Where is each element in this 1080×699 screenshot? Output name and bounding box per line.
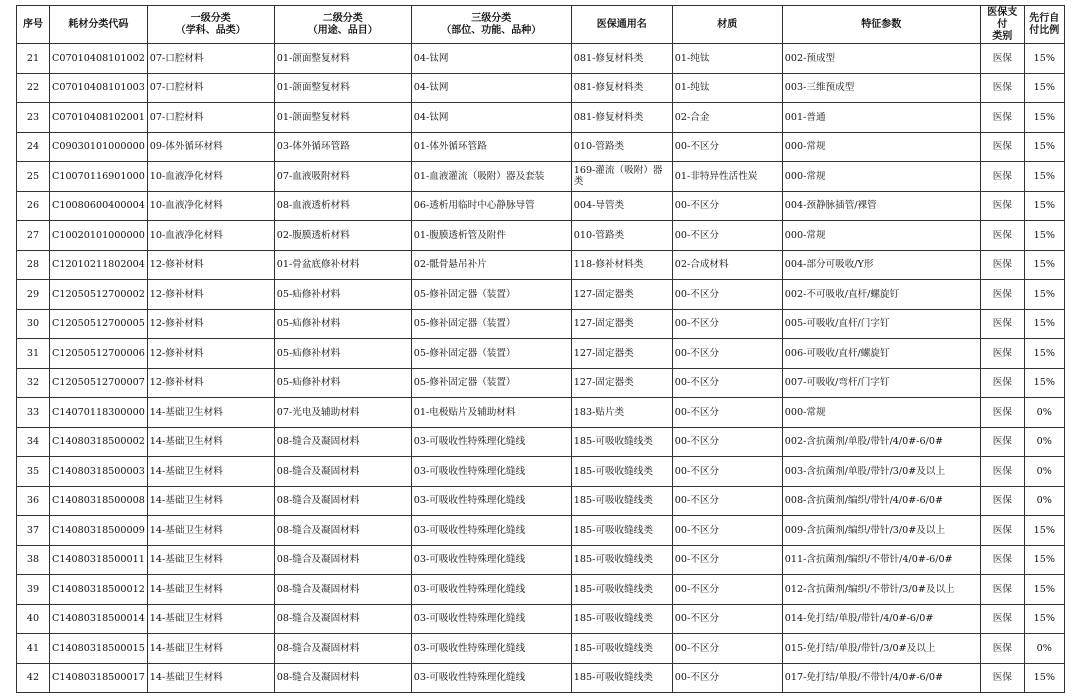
cell-code: C10070116901000 — [50, 162, 148, 192]
cell-feature: 000-常规 — [782, 221, 980, 251]
cell-level2: 08-缝合及凝固材料 — [274, 427, 411, 457]
table-row — [17, 516, 1065, 546]
cell-generic-name: 081-修复材料类 — [571, 73, 672, 103]
cell-feature: 002-含抗菌剂/单股/带针/4/0#-6/0# — [782, 427, 980, 457]
cell-payment-category: 医保 — [980, 604, 1024, 634]
cell-copay-ratio: 15% — [1024, 250, 1064, 280]
cell-level3: 05-修补固定器（装置） — [411, 280, 571, 310]
header-material — [672, 6, 782, 44]
cell-level3: 01-腹膜透析管及附件 — [411, 221, 571, 251]
cell-level2: 05-疝修补材料 — [274, 368, 411, 398]
cell-serial-no: 29 — [17, 280, 50, 310]
cell-serial-no: 28 — [17, 250, 50, 280]
cell-payment-category: 医保 — [980, 250, 1024, 280]
cell-level1: 14-基础卫生材料 — [147, 427, 274, 457]
cell-level1: 14-基础卫生材料 — [147, 545, 274, 575]
cell-copay-ratio: 15% — [1024, 339, 1064, 369]
cell-copay-ratio: 15% — [1024, 575, 1064, 605]
table-row — [17, 280, 1065, 310]
cell-generic-name: 185-可吸收缝线类 — [571, 457, 672, 487]
cell-feature: 003-三维预成型 — [782, 73, 980, 103]
cell-serial-no: 33 — [17, 398, 50, 428]
table-row — [17, 309, 1065, 339]
cell-payment-category: 医保 — [980, 427, 1024, 457]
cell-payment-category: 医保 — [980, 44, 1024, 74]
cell-code: C14080318500015 — [50, 634, 148, 664]
table-row — [17, 44, 1065, 74]
consumables-table — [16, 5, 1065, 693]
cell-level2: 08-血液透析材料 — [274, 191, 411, 221]
cell-serial-no: 23 — [17, 103, 50, 133]
table-row — [17, 634, 1065, 664]
cell-copay-ratio: 15% — [1024, 545, 1064, 575]
cell-serial-no: 35 — [17, 457, 50, 487]
cell-generic-name: 185-可吸收缝线类 — [571, 427, 672, 457]
cell-generic-name: 081-修复材料类 — [571, 44, 672, 74]
cell-level3: 03-可吸收性特殊理化缝线 — [411, 575, 571, 605]
cell-level2: 03-体外循环管路 — [274, 132, 411, 162]
header-serial-no — [17, 6, 50, 44]
table-row — [17, 663, 1065, 693]
cell-level1: 12-修补材料 — [147, 250, 274, 280]
cell-material: 02-合金 — [672, 103, 782, 133]
cell-serial-no: 31 — [17, 339, 50, 369]
header-copay-ratio — [1024, 6, 1064, 44]
cell-feature: 001-普通 — [782, 103, 980, 133]
cell-generic-name: 127-固定器类 — [571, 368, 672, 398]
cell-level3: 01-血液灌流（吸附）器及套装 — [411, 162, 571, 192]
cell-serial-no: 24 — [17, 132, 50, 162]
cell-copay-ratio: 0% — [1024, 457, 1064, 487]
cell-code: C14070118300000 — [50, 398, 148, 428]
cell-payment-category: 医保 — [980, 516, 1024, 546]
cell-material: 00-不区分 — [672, 427, 782, 457]
cell-material: 00-不区分 — [672, 368, 782, 398]
cell-code: C12010211802004 — [50, 250, 148, 280]
header-feature-label: 特征参数 — [861, 18, 902, 30]
table-header — [17, 6, 1065, 44]
cell-level2: 07-光电及辅助材料 — [274, 398, 411, 428]
cell-serial-no: 40 — [17, 604, 50, 634]
header-copay-ratio-label-b: 付比例 — [1029, 24, 1060, 36]
header-generic-name-label: 医保通用名 — [596, 18, 647, 30]
cell-generic-name: 185-可吸收缝线类 — [571, 663, 672, 693]
cell-material: 00-不区分 — [672, 486, 782, 516]
cell-level3: 03-可吸收性特殊理化缝线 — [411, 604, 571, 634]
cell-feature: 007-可吸收/弯杆/门字钉 — [782, 368, 980, 398]
header-copay-ratio-label-a: 先行自 — [1029, 12, 1060, 24]
cell-copay-ratio: 15% — [1024, 221, 1064, 251]
cell-level1: 10-血液净化材料 — [147, 191, 274, 221]
cell-payment-category: 医保 — [980, 73, 1024, 103]
cell-payment-category: 医保 — [980, 162, 1024, 192]
cell-generic-name: 127-固定器类 — [571, 339, 672, 369]
cell-serial-no: 34 — [17, 427, 50, 457]
cell-copay-ratio: 15% — [1024, 280, 1064, 310]
table-row — [17, 398, 1065, 428]
cell-serial-no: 42 — [17, 663, 50, 693]
table-row — [17, 103, 1065, 133]
cell-code: C12050512700002 — [50, 280, 148, 310]
cell-level1: 10-血液净化材料 — [147, 162, 274, 192]
cell-copay-ratio: 0% — [1024, 486, 1064, 516]
cell-level2: 08-缝合及凝固材料 — [274, 634, 411, 664]
cell-level1: 07-口腔材料 — [147, 103, 274, 133]
cell-feature: 015-免打结/单股/带针/3/0#及以上 — [782, 634, 980, 664]
table-row — [17, 250, 1065, 280]
header-level3 — [411, 6, 571, 44]
cell-level3: 04-钛网 — [411, 103, 571, 133]
cell-code: C07010408101003 — [50, 73, 148, 103]
cell-feature: 012-含抗菌剂/编织/不带针/3/0#及以上 — [782, 575, 980, 605]
cell-level3: 01-电极贴片及辅助材料 — [411, 398, 571, 428]
cell-level2: 01-骨盆底修补材料 — [274, 250, 411, 280]
cell-serial-no: 22 — [17, 73, 50, 103]
cell-payment-category: 医保 — [980, 457, 1024, 487]
cell-feature: 017-免打结/单股/不带针/4/0#-6/0# — [782, 663, 980, 693]
cell-level2: 08-缝合及凝固材料 — [274, 575, 411, 605]
cell-code: C14080318500012 — [50, 575, 148, 605]
table-row — [17, 132, 1065, 162]
cell-level2: 07-血液吸附材料 — [274, 162, 411, 192]
cell-feature: 009-含抗菌剂/编织/带针/3/0#及以上 — [782, 516, 980, 546]
table-row — [17, 339, 1065, 369]
consumables-table-sheet — [16, 5, 1065, 693]
cell-copay-ratio: 15% — [1024, 73, 1064, 103]
cell-copay-ratio: 15% — [1024, 368, 1064, 398]
cell-feature: 004-颈静脉插管/裸管 — [782, 191, 980, 221]
cell-payment-category: 医保 — [980, 398, 1024, 428]
cell-level2: 01-颌面整复材料 — [274, 103, 411, 133]
header-level1 — [147, 6, 274, 44]
cell-level3: 04-钛网 — [411, 73, 571, 103]
cell-material: 00-不区分 — [672, 516, 782, 546]
cell-feature: 002-预成型 — [782, 44, 980, 74]
cell-level2: 01-颌面整复材料 — [274, 73, 411, 103]
table-row — [17, 162, 1065, 192]
cell-feature: 000-常规 — [782, 398, 980, 428]
cell-feature: 008-含抗菌剂/编织/带针/4/0#-6/0# — [782, 486, 980, 516]
header-feature — [782, 6, 980, 44]
cell-level3: 03-可吸收性特殊理化缝线 — [411, 457, 571, 487]
cell-level2: 08-缝合及凝固材料 — [274, 663, 411, 693]
header-payment-category-label-a: 医保支付 — [987, 6, 1018, 30]
cell-generic-name: 169-灌流（吸附）器类 — [571, 162, 672, 192]
cell-level3: 05-修补固定器（装置） — [411, 368, 571, 398]
cell-level2: 08-缝合及凝固材料 — [274, 457, 411, 487]
cell-payment-category: 医保 — [980, 103, 1024, 133]
cell-generic-name: 185-可吸收缝线类 — [571, 634, 672, 664]
cell-copay-ratio: 15% — [1024, 516, 1064, 546]
cell-feature: 003-含抗菌剂/单股/带针/3/0#及以上 — [782, 457, 980, 487]
header-level3-label: 三级分类 — [471, 12, 512, 24]
cell-code: C14080318500003 — [50, 457, 148, 487]
cell-material: 01-纯钛 — [672, 44, 782, 74]
cell-copay-ratio: 15% — [1024, 132, 1064, 162]
header-payment-category — [980, 6, 1024, 44]
cell-material: 00-不区分 — [672, 634, 782, 664]
cell-level2: 08-缝合及凝固材料 — [274, 604, 411, 634]
cell-level1: 14-基础卫生材料 — [147, 604, 274, 634]
cell-serial-no: 38 — [17, 545, 50, 575]
cell-generic-name: 183-贴片类 — [571, 398, 672, 428]
cell-level3: 04-钛网 — [411, 44, 571, 74]
table-row — [17, 545, 1065, 575]
cell-level3: 05-修补固定器（装置） — [411, 309, 571, 339]
cell-serial-no: 36 — [17, 486, 50, 516]
header-level2-label: 二级分类 — [322, 12, 363, 24]
cell-copay-ratio: 15% — [1024, 309, 1064, 339]
cell-payment-category: 医保 — [980, 545, 1024, 575]
cell-generic-name: 081-修复材料类 — [571, 103, 672, 133]
cell-feature: 000-常规 — [782, 162, 980, 192]
table-row — [17, 191, 1065, 221]
cell-copay-ratio: 15% — [1024, 663, 1064, 693]
cell-level1: 12-修补材料 — [147, 368, 274, 398]
cell-level1: 12-修补材料 — [147, 339, 274, 369]
cell-generic-name: 127-固定器类 — [571, 309, 672, 339]
cell-level1: 14-基础卫生材料 — [147, 486, 274, 516]
table-row — [17, 368, 1065, 398]
cell-level1: 09-体外循环材料 — [147, 132, 274, 162]
cell-feature: 005-可吸收/直杆/门字钉 — [782, 309, 980, 339]
cell-code: C10020101000000 — [50, 221, 148, 251]
cell-feature: 006-可吸收/直杆/螺旋钉 — [782, 339, 980, 369]
cell-payment-category: 医保 — [980, 575, 1024, 605]
table-row — [17, 575, 1065, 605]
cell-copay-ratio: 15% — [1024, 191, 1064, 221]
cell-level2: 01-颌面整复材料 — [274, 44, 411, 74]
header-material-label: 材质 — [717, 18, 738, 30]
header-generic-name — [571, 6, 672, 44]
cell-level2: 05-疝修补材料 — [274, 309, 411, 339]
cell-payment-category: 医保 — [980, 221, 1024, 251]
cell-code: C12050512700005 — [50, 309, 148, 339]
cell-generic-name: 127-固定器类 — [571, 280, 672, 310]
cell-copay-ratio: 15% — [1024, 162, 1064, 192]
header-payment-category-label-b: 类别 — [992, 30, 1013, 42]
header-level1-sublabel: （学科、品类） — [175, 24, 246, 36]
cell-serial-no: 30 — [17, 309, 50, 339]
cell-level1: 14-基础卫生材料 — [147, 398, 274, 428]
header-code-label: 耗材分类代码 — [68, 18, 129, 30]
cell-level3: 03-可吸收性特殊理化缝线 — [411, 486, 571, 516]
cell-generic-name: 185-可吸收缝线类 — [571, 575, 672, 605]
cell-level3: 01-体外循环管路 — [411, 132, 571, 162]
cell-serial-no: 25 — [17, 162, 50, 192]
cell-level3: 03-可吸收性特殊理化缝线 — [411, 516, 571, 546]
cell-level1: 07-口腔材料 — [147, 73, 274, 103]
cell-copay-ratio: 0% — [1024, 427, 1064, 457]
cell-level2: 02-腹膜透析材料 — [274, 221, 411, 251]
table-row — [17, 604, 1065, 634]
cell-level3: 05-修补固定器（装置） — [411, 339, 571, 369]
header-level1-label: 一级分类 — [190, 12, 231, 24]
cell-serial-no: 37 — [17, 516, 50, 546]
cell-payment-category: 医保 — [980, 309, 1024, 339]
cell-copay-ratio: 0% — [1024, 634, 1064, 664]
cell-code: C07010408102001 — [50, 103, 148, 133]
cell-level1: 10-血液净化材料 — [147, 221, 274, 251]
cell-feature: 002-不可吸收/直杆/螺旋钉 — [782, 280, 980, 310]
cell-payment-category: 医保 — [980, 339, 1024, 369]
header-level3-sublabel: （部位、功能、品种） — [441, 24, 542, 36]
cell-material: 01-纯钛 — [672, 73, 782, 103]
header-code — [50, 6, 148, 44]
cell-serial-no: 41 — [17, 634, 50, 664]
cell-serial-no: 27 — [17, 221, 50, 251]
cell-feature: 014-免打结/单股/带针/4/0#-6/0# — [782, 604, 980, 634]
table-row — [17, 486, 1065, 516]
cell-payment-category: 医保 — [980, 368, 1024, 398]
cell-serial-no: 32 — [17, 368, 50, 398]
cell-material: 00-不区分 — [672, 339, 782, 369]
cell-generic-name: 010-管路类 — [571, 221, 672, 251]
cell-code: C12050512700006 — [50, 339, 148, 369]
cell-payment-category: 医保 — [980, 132, 1024, 162]
cell-level2: 08-缝合及凝固材料 — [274, 516, 411, 546]
table-row — [17, 73, 1065, 103]
header-serial-no-label: 序号 — [23, 18, 43, 30]
cell-level3: 03-可吸收性特殊理化缝线 — [411, 427, 571, 457]
cell-code: C09030101000000 — [50, 132, 148, 162]
cell-level1: 14-基础卫生材料 — [147, 516, 274, 546]
cell-material: 00-不区分 — [672, 663, 782, 693]
cell-material: 00-不区分 — [672, 132, 782, 162]
cell-level2: 05-疝修补材料 — [274, 339, 411, 369]
cell-material: 00-不区分 — [672, 545, 782, 575]
cell-level3: 02-骶骨悬吊补片 — [411, 250, 571, 280]
cell-generic-name: 010-管路类 — [571, 132, 672, 162]
cell-generic-name: 185-可吸收缝线类 — [571, 604, 672, 634]
cell-payment-category: 医保 — [980, 486, 1024, 516]
cell-material: 00-不区分 — [672, 309, 782, 339]
cell-level2: 08-缝合及凝固材料 — [274, 486, 411, 516]
cell-payment-category: 医保 — [980, 191, 1024, 221]
cell-material: 00-不区分 — [672, 575, 782, 605]
cell-level3: 03-可吸收性特殊理化缝线 — [411, 663, 571, 693]
cell-feature: 004-部分可吸收/Y形 — [782, 250, 980, 280]
table-row — [17, 221, 1065, 251]
cell-copay-ratio: 0% — [1024, 398, 1064, 428]
cell-code: C14080318500002 — [50, 427, 148, 457]
cell-feature: 011-含抗菌剂/编织/不带针/4/0#-6/0# — [782, 545, 980, 575]
cell-level2: 05-疝修补材料 — [274, 280, 411, 310]
cell-code: C07010408101002 — [50, 44, 148, 74]
cell-serial-no: 21 — [17, 44, 50, 74]
cell-level1: 12-修补材料 — [147, 309, 274, 339]
cell-level3: 03-可吸收性特殊理化缝线 — [411, 634, 571, 664]
header-level2 — [274, 6, 411, 44]
cell-code: C14080318500017 — [50, 663, 148, 693]
table-body — [17, 44, 1065, 693]
cell-material: 02-合成材料 — [672, 250, 782, 280]
cell-payment-category: 医保 — [980, 280, 1024, 310]
cell-payment-category: 医保 — [980, 634, 1024, 664]
table-row — [17, 457, 1065, 487]
cell-level1: 14-基础卫生材料 — [147, 457, 274, 487]
cell-material: 00-不区分 — [672, 604, 782, 634]
cell-copay-ratio: 15% — [1024, 103, 1064, 133]
cell-material: 01-非特异性活性炭 — [672, 162, 782, 192]
cell-feature: 000-常规 — [782, 132, 980, 162]
cell-material: 00-不区分 — [672, 457, 782, 487]
cell-level1: 07-口腔材料 — [147, 44, 274, 74]
cell-material: 00-不区分 — [672, 398, 782, 428]
cell-generic-name: 185-可吸收缝线类 — [571, 516, 672, 546]
cell-serial-no: 26 — [17, 191, 50, 221]
cell-code: C10080600400004 — [50, 191, 148, 221]
cell-generic-name: 004-导管类 — [571, 191, 672, 221]
cell-level1: 14-基础卫生材料 — [147, 663, 274, 693]
cell-level1: 14-基础卫生材料 — [147, 575, 274, 605]
cell-code: C12050512700007 — [50, 368, 148, 398]
cell-serial-no: 39 — [17, 575, 50, 605]
cell-level2: 08-缝合及凝固材料 — [274, 545, 411, 575]
cell-code: C14080318500014 — [50, 604, 148, 634]
cell-copay-ratio: 15% — [1024, 604, 1064, 634]
cell-material: 00-不区分 — [672, 191, 782, 221]
cell-level1: 12-修补材料 — [147, 280, 274, 310]
cell-generic-name: 185-可吸收缝线类 — [571, 545, 672, 575]
cell-code: C14080318500008 — [50, 486, 148, 516]
cell-payment-category: 医保 — [980, 663, 1024, 693]
cell-material: 00-不区分 — [672, 280, 782, 310]
cell-level3: 06-透析用临时中心静脉导管 — [411, 191, 571, 221]
cell-level1: 14-基础卫生材料 — [147, 634, 274, 664]
header-row — [17, 6, 1065, 44]
cell-copay-ratio: 15% — [1024, 44, 1064, 74]
header-level2-sublabel: （用途、品目） — [307, 24, 378, 36]
table-row — [17, 427, 1065, 457]
cell-material: 00-不区分 — [672, 221, 782, 251]
cell-code: C14080318500009 — [50, 516, 148, 546]
cell-generic-name: 185-可吸收缝线类 — [571, 486, 672, 516]
cell-level3: 03-可吸收性特殊理化缝线 — [411, 545, 571, 575]
cell-code: C14080318500011 — [50, 545, 148, 575]
cell-generic-name: 118-修补材料类 — [571, 250, 672, 280]
